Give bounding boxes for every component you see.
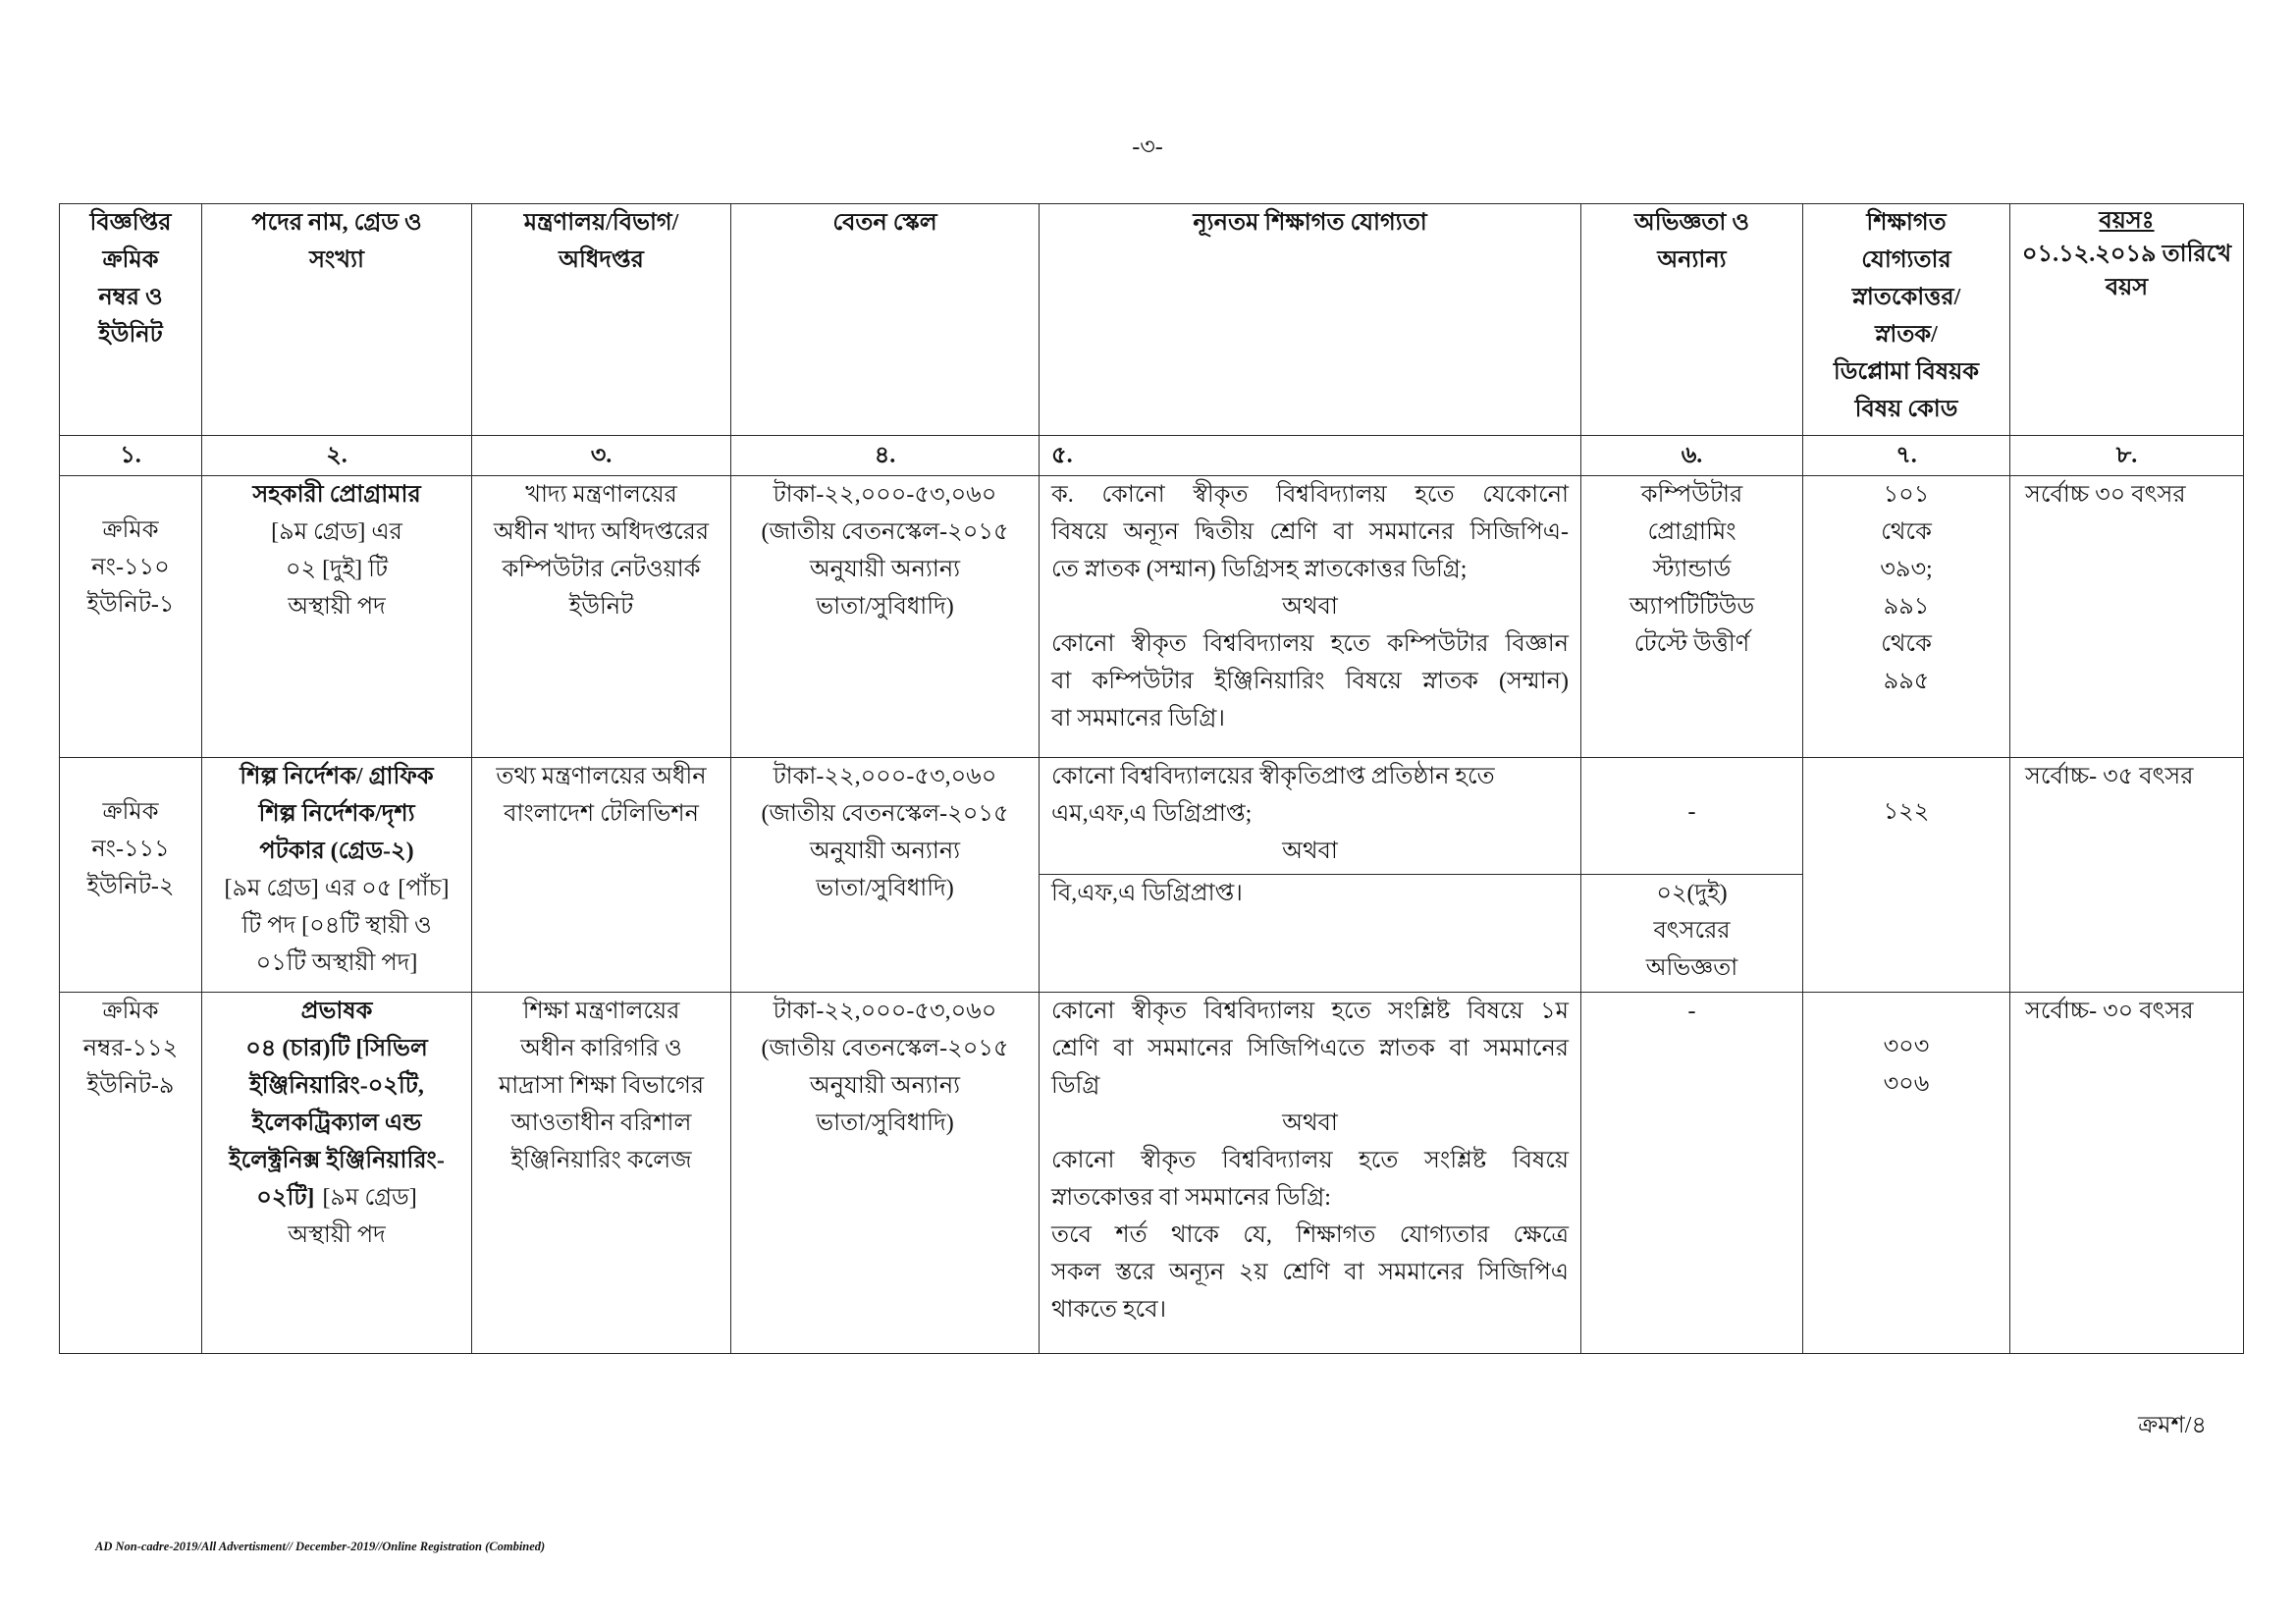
header-line: ০১.১২.২০১৯ তারিখে: [2021, 242, 2232, 267]
cell-line: ক্রমিক: [102, 517, 159, 543]
header-line: মন্ত্রণালয়/বিভাগ/: [523, 210, 679, 236]
cell-line: ৩০৩: [1883, 1034, 1930, 1059]
cell-line: ৩০৬: [1883, 1071, 1930, 1097]
header-line: পদের নাম, গ্রেড ও: [251, 210, 422, 236]
age-cell: [2010, 993, 2244, 1354]
cell-line: স্নাতকোত্তর বা সমমানের ডিগ্রি:: [1051, 1185, 1331, 1211]
pay-scale-cell: [731, 758, 1040, 993]
post-grade: [৯ম গ্রেড]: [322, 1185, 417, 1211]
cell-line: এম,এফ,এ ডিগ্রিপ্রাপ্ত;: [1051, 801, 1253, 827]
experience-cell: [1581, 993, 1803, 1354]
header-line: ন্যূনতম শিক্ষাগত যোগ্যতা: [1193, 210, 1427, 236]
column-number: ৫.: [1040, 436, 1581, 476]
cell-line: বৎসরের: [1653, 918, 1731, 944]
cell-line: ইঞ্জিনিয়ারিং কলেজ: [510, 1148, 692, 1173]
post-title: প্রভাষক: [300, 999, 373, 1024]
header-line: ডিপ্লোমা বিষয়ক: [1833, 359, 1980, 385]
header-subject-code: [1803, 204, 2010, 436]
post-title: ইলেকট্রিক্যাল এন্ড: [251, 1110, 422, 1136]
cell-line: কম্পিউটার: [1640, 482, 1743, 508]
qualification-cell-option-b: [1040, 875, 1581, 993]
cell-line: মাদ্রাসা শিক্ষা বিভাগের: [498, 1073, 705, 1099]
table-header-row: [60, 204, 2244, 436]
table-row: [60, 476, 2244, 758]
cell-line: থেকে: [1881, 631, 1932, 657]
cell-line: বিষয়ে অন্যূন দ্বিতীয় শ্রেণি বা সমমানের সিজিপিএ-: [1051, 519, 1569, 545]
cell-line: ইউনিট: [568, 594, 634, 620]
cell-line: টাকা-২২,০০০-৫৩,০৬০: [773, 764, 997, 789]
serial-unit-cell: [60, 993, 202, 1354]
post-cell: [202, 476, 472, 758]
cell-line: সর্বোচ্চ ৩০ বৎসর: [2025, 482, 2186, 508]
cell-line: বা কম্পিউটার ইঞ্জিনিয়ারিং বিষয়ে স্নাতক (সম্মান): [1051, 669, 1569, 694]
cell-line: স্ট্যান্ডার্ড: [1652, 557, 1732, 582]
ministry-cell: [472, 476, 731, 758]
header-experience: [1581, 204, 1803, 436]
cell-line: ০২ [দুই] টি: [285, 557, 389, 582]
header-line: স্নাতকোত্তর/: [1851, 285, 1961, 310]
cell-line: ভাতা/সুবিধাদি): [816, 594, 954, 620]
cell-line: থেকে: [1881, 519, 1932, 545]
cell-line: অনুযায়ী অন্যান্য: [809, 557, 961, 582]
cell-line: টাকা-২২,০০০-৫৩,০৬০: [773, 482, 997, 508]
header-serial-unit: [60, 204, 202, 436]
header-line: অন্যান্য: [1657, 247, 1727, 273]
header-line: বয়স: [2105, 275, 2149, 300]
header-line: স্নাতক/: [1875, 322, 1938, 348]
cell-line: কোনো বিশ্ববিদ্যালয়ের স্বীকৃতিপ্রাপ্ত প্রতিষ্ঠান হতে: [1051, 764, 1495, 789]
pay-scale-cell: [731, 476, 1040, 758]
cell-line: ক্রমিক: [102, 799, 159, 825]
cell-line: কম্পিউটার নেটওয়ার্ক: [502, 557, 701, 582]
experience-cell-option-b: [1581, 875, 1803, 993]
cell-line: তথ্য মন্ত্রণালয়ের অধীন: [496, 764, 707, 789]
age-cell: [2010, 758, 2244, 993]
cell-line: (জাতীয় বেতনস্কেল-২০১৫: [761, 801, 1009, 827]
cell-line: অধীন খাদ্য অধিদপ্তরের: [493, 519, 710, 545]
cell-line: অনুযায়ী অন্যান্য: [809, 839, 961, 864]
cell-line: ১২২: [1883, 799, 1930, 825]
cell-line: খাদ্য মন্ত্রণালয়ের: [525, 482, 677, 508]
header-pay-scale: [731, 204, 1040, 436]
header-line: নম্বর ও: [98, 285, 163, 310]
cell-line: ডিগ্রি: [1051, 1073, 1100, 1099]
serial-unit-cell: [60, 476, 202, 758]
continued-marker: ক্রমশ/৪: [2138, 1413, 2207, 1438]
header-line: ইউনিট: [98, 322, 163, 348]
header-age: [2010, 204, 2244, 436]
cell-line: ইউনিট-৯: [86, 1073, 175, 1099]
cell-line: (জাতীয় বেতনস্কেল-২০১৫: [761, 519, 1009, 545]
qualification-cell: [1040, 993, 1581, 1354]
column-number-row: [60, 436, 2244, 476]
subject-code-cell: [1803, 758, 2010, 993]
cell-line: বি,এফ,এ ডিগ্রিপ্রাপ্ত।: [1051, 881, 1243, 906]
cell-line: ভাতা/সুবিধাদি): [816, 876, 954, 901]
post-title: পটকার (গ্রেড-২): [259, 839, 414, 864]
cell-line: অভিজ্ঞতা: [1645, 955, 1738, 981]
page-number: -৩-: [1132, 135, 1163, 160]
qualification-cell: [1040, 476, 1581, 758]
cell-line: অস্থায়ী পদ: [288, 1222, 386, 1248]
cell-line: টেস্টে উত্তীর্ণ: [1633, 631, 1750, 657]
cell-line: কোনো স্বীকৃত বিশ্ববিদ্যালয় হতে কম্পিউটার বিজ্ঞান: [1051, 631, 1569, 657]
cell-line: অ্যাপটিটিউড: [1629, 594, 1755, 620]
cell-line: সর্বোচ্চ- ৩০ বৎসর: [2025, 999, 2194, 1024]
cell-line: আওতাধীন বরিশাল: [510, 1110, 692, 1136]
cell-line: ইউনিট-২: [86, 874, 175, 899]
header-ministry: [472, 204, 731, 436]
column-number: ৭.: [1803, 436, 2010, 476]
cell-line: [৯ম গ্রেড] এর ০৫ [পাঁচ]: [224, 876, 450, 901]
cell-line: টি পদ [০৪টি স্থায়ী ও: [241, 913, 432, 939]
column-number: ৪.: [731, 436, 1040, 476]
header-line: অধিদপ্তর: [559, 247, 644, 273]
cell-line: -: [1687, 999, 1696, 1024]
cell-line: ক. কোনো স্বীকৃত বিশ্ববিদ্যালয় হতে যেকোনো: [1051, 482, 1569, 508]
or-separator: অথবা: [1282, 1110, 1338, 1136]
cell-line: অধীন কারিগরি ও: [520, 1036, 682, 1061]
post-title: সহকারী প্রোগ্রামার: [252, 482, 421, 508]
or-separator: অথবা: [1282, 839, 1338, 864]
cell-line: [৯ম গ্রেড] এর: [271, 519, 402, 545]
cell-line: ইউনিট-১: [86, 592, 175, 618]
header-line: যোগ্যতার: [1861, 247, 1951, 273]
column-number: ৬.: [1581, 436, 1803, 476]
cell-line: ভাতা/সুবিধাদি): [816, 1110, 954, 1136]
post-title: ০২টি]: [256, 1185, 315, 1211]
cell-line: নং-১১০: [91, 555, 170, 580]
column-number: ৮.: [2010, 436, 2244, 476]
cell-line: [208, 1179, 465, 1217]
cell-line: অনুযায়ী অন্যান্য: [809, 1073, 961, 1099]
pay-scale-cell: [731, 993, 1040, 1354]
cell-line: ৯৯৫: [1883, 669, 1930, 694]
table-row: [60, 993, 2244, 1354]
cell-line: -: [1687, 799, 1696, 825]
cell-line: ১০১: [1883, 482, 1930, 508]
cell-line: ০১টি অস্থায়ী পদ]: [255, 950, 418, 976]
serial-unit-cell: [60, 758, 202, 993]
subject-code-cell: [1803, 476, 2010, 758]
post-title: ইঞ্জিনিয়ারিং-০২টি,: [249, 1073, 424, 1099]
header-line: শিক্ষাগত: [1866, 210, 1947, 236]
experience-cell: [1581, 476, 1803, 758]
column-number: ২.: [202, 436, 472, 476]
column-number: ১.: [60, 436, 202, 476]
cell-line: সকল স্তরে অন্যূন ২য় শ্রেণি বা সমমানের সিজিপিএ: [1051, 1260, 1569, 1285]
age-cell: [2010, 476, 2244, 758]
post-title: শিল্প নির্দেশক/দৃশ্য: [258, 801, 415, 827]
cell-line: শ্রেণি বা সমমানের সিজিপিএতে স্নাতক বা সমমানের: [1051, 1036, 1569, 1061]
header-line: ক্রমিক: [102, 247, 159, 273]
ministry-cell: [472, 993, 731, 1354]
subject-code-cell: [1803, 993, 2010, 1354]
post-cell: [202, 993, 472, 1354]
cell-line: বা সমমানের ডিগ্রি।: [1051, 706, 1225, 731]
header-line: সংখ্যা: [309, 247, 364, 273]
cell-line: নম্বর-১১২: [82, 1036, 179, 1061]
ministry-cell: [472, 758, 731, 993]
cell-line: ৯৯১: [1883, 594, 1930, 620]
header-line: অভিজ্ঞতা ও: [1633, 210, 1750, 236]
cell-line: তে স্নাতক (সম্মান) ডিগ্রিসহ স্নাতকোত্তর ডিগ্রি;: [1051, 557, 1468, 582]
header-line: বয়সঃ: [2099, 208, 2155, 234]
header-line: বিষয় কোড: [1854, 397, 1958, 422]
header-qualification: [1040, 204, 1581, 436]
post-cell: [202, 758, 472, 993]
header-line: বেতন স্কেল: [832, 210, 937, 236]
cell-line: থাকতে হবে।: [1051, 1297, 1167, 1323]
recruitment-table: [59, 203, 2244, 1354]
header-line: বিজ্ঞপ্তির: [89, 210, 172, 236]
cell-line: অস্থায়ী পদ: [288, 594, 386, 620]
cell-line: টাকা-২২,০০০-৫৩,০৬০: [773, 999, 997, 1024]
cell-line: নং-১১১: [91, 837, 170, 862]
post-title: শিল্প নির্দেশক/ গ্রাফিক: [240, 764, 434, 789]
cell-line: বাংলাদেশ টেলিভিশন: [504, 801, 699, 827]
column-number: ৩.: [472, 436, 731, 476]
footer-note: AD Non-cadre-2019/All Advertisment// December-2019//Online Registration (Combined): [95, 1540, 546, 1553]
header-post: [202, 204, 472, 436]
cell-line: সর্বোচ্চ- ৩৫ বৎসর: [2025, 764, 2194, 789]
experience-cell-option-a: [1581, 758, 1803, 875]
cell-line: (জাতীয় বেতনস্কেল-২০১৫: [761, 1036, 1009, 1061]
or-separator: অথবা: [1282, 594, 1338, 620]
cell-line: প্রোগ্রামিং: [1647, 519, 1736, 545]
cell-line: ০২(দুই): [1656, 881, 1728, 906]
post-title: ইলেক্ট্রনিক্স ইঞ্জিনিয়ারিং-: [229, 1148, 445, 1173]
cell-line: তবে শর্ত থাকে যে, শিক্ষাগত যোগ্যতার ক্ষেত্রে: [1051, 1222, 1569, 1248]
cell-line: কোনো স্বীকৃত বিশ্ববিদ্যালয় হতে সংশ্লিষ্ট বিষয়ে ১ম: [1051, 999, 1569, 1024]
qualification-cell-option-a: [1040, 758, 1581, 875]
cell-line: কোনো স্বীকৃত বিশ্ববিদ্যালয় হতে সংশ্লিষ্ট বিষয়ে: [1051, 1148, 1569, 1173]
cell-line: ক্রমিক: [102, 999, 159, 1024]
table-row: [60, 758, 2244, 875]
cell-line: ৩৯৩;: [1880, 557, 1933, 582]
post-title: ০৪ (চার)টি [সিভিল: [245, 1036, 428, 1061]
cell-line: শিক্ষা মন্ত্রণালয়ের: [522, 999, 680, 1024]
